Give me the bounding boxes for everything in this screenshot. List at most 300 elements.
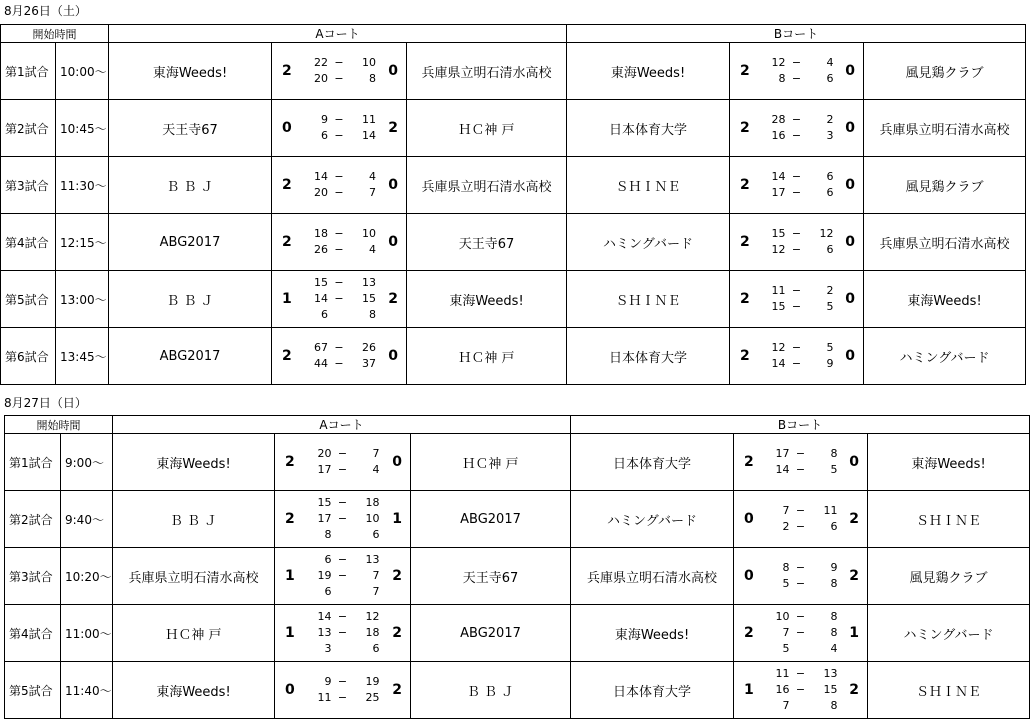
set-points-home: 6 bbox=[321, 308, 328, 321]
match-score-away: 0 bbox=[845, 291, 855, 307]
start-time: 10:00～ bbox=[56, 43, 109, 100]
match-score-away: 0 bbox=[845, 120, 855, 136]
set-points-away: 9 bbox=[826, 357, 834, 370]
set-dash: − bbox=[791, 170, 802, 183]
set-dash: − bbox=[334, 170, 344, 183]
set-points-away: 4 bbox=[372, 463, 380, 476]
set-points-home: 14 bbox=[771, 357, 786, 370]
match-score-home: 2 bbox=[744, 454, 754, 470]
day-date-title: 8月26日（土） bbox=[4, 4, 87, 18]
team-away: 兵庫県立明石清水高校 bbox=[864, 214, 1026, 271]
set-points-home: 28 bbox=[771, 113, 786, 126]
set-points-home: 18 bbox=[314, 227, 328, 240]
set-points-home: 11 bbox=[317, 691, 332, 704]
set-dash: − bbox=[334, 341, 344, 354]
set-points-away: 6 bbox=[826, 186, 834, 199]
set-points-away: 6 bbox=[830, 520, 838, 533]
match-score-home: 2 bbox=[740, 348, 750, 364]
start-time: 13:00～ bbox=[56, 271, 109, 328]
match-score-away: 2 bbox=[849, 682, 859, 698]
set-score-line bbox=[302, 169, 376, 185]
start-time: 12:15～ bbox=[56, 214, 109, 271]
set-dash: − bbox=[791, 56, 802, 69]
match-score-home: 2 bbox=[740, 177, 750, 193]
match-score-away: 0 bbox=[388, 177, 398, 193]
set-score-line bbox=[306, 495, 380, 511]
team-home: ＨＣ神 戸 bbox=[113, 605, 275, 662]
set-points-home: 44 bbox=[314, 357, 328, 370]
set-dash: − bbox=[791, 186, 802, 199]
set-points-away: 10 bbox=[365, 512, 380, 525]
set-points-home: 9 bbox=[321, 113, 328, 126]
match-score-home: 1 bbox=[282, 291, 292, 307]
set-scores bbox=[275, 662, 411, 719]
set-points-home: 2 bbox=[782, 520, 790, 533]
set-points-home: 17 bbox=[317, 512, 332, 525]
team-home: 兵庫県立明石清水高校 bbox=[113, 548, 275, 605]
set-points-home: 11 bbox=[771, 284, 786, 297]
match-score-away: 2 bbox=[388, 291, 398, 307]
set-score-line bbox=[764, 625, 838, 641]
set-dash: − bbox=[334, 357, 344, 370]
set-dash: − bbox=[337, 675, 348, 688]
set-score-line bbox=[306, 527, 380, 543]
match-score-home: 0 bbox=[282, 120, 292, 136]
set-dash: − bbox=[337, 447, 348, 460]
set-scores bbox=[272, 100, 407, 157]
set-score-line bbox=[764, 503, 838, 519]
team-away: 風見鶏クラブ bbox=[864, 157, 1026, 214]
set-score-line bbox=[306, 446, 380, 462]
set-score-line bbox=[760, 55, 834, 71]
set-score-line bbox=[764, 576, 838, 592]
set-score-line bbox=[306, 584, 380, 600]
set-points-home: 12 bbox=[771, 341, 786, 354]
set-dash: − bbox=[795, 683, 806, 696]
game-number: 第5試合 bbox=[1, 271, 56, 328]
match-score-home: 2 bbox=[285, 454, 295, 470]
match-score-away: 2 bbox=[392, 682, 402, 698]
set-points-away: 4 bbox=[369, 170, 376, 183]
match-score-away: 0 bbox=[845, 348, 855, 364]
set-scores bbox=[734, 662, 868, 719]
match-table bbox=[0, 24, 1026, 385]
header-court-b: Bコート bbox=[567, 25, 1026, 43]
set-score-line bbox=[302, 275, 376, 291]
match-score-home: 2 bbox=[740, 234, 750, 250]
set-points-home: 14 bbox=[314, 292, 328, 305]
team-away: 天王寺67 bbox=[407, 214, 567, 271]
set-points-away: 7 bbox=[372, 447, 380, 460]
set-points-away: 15 bbox=[823, 683, 838, 696]
team-away: 兵庫県立明石清水高校 bbox=[864, 100, 1026, 157]
set-points-home: 20 bbox=[317, 447, 332, 460]
team-away: 東海Weeds! bbox=[868, 434, 1030, 491]
set-points-away: 19 bbox=[365, 675, 380, 688]
set-scores bbox=[730, 214, 864, 271]
set-dash: − bbox=[337, 626, 348, 639]
set-score-line bbox=[760, 112, 834, 128]
set-points-away: 4 bbox=[830, 642, 838, 655]
set-dash: − bbox=[795, 504, 806, 517]
set-points-away: 6 bbox=[372, 528, 380, 541]
set-score-line bbox=[306, 552, 380, 568]
set-points-home: 13 bbox=[317, 626, 332, 639]
set-dash: − bbox=[791, 284, 802, 297]
set-dash: − bbox=[795, 577, 806, 590]
team-away: ハミングバード bbox=[868, 605, 1030, 662]
start-time: 9:00～ bbox=[61, 434, 113, 491]
set-points-home: 14 bbox=[317, 610, 332, 623]
set-points-home: 6 bbox=[324, 553, 332, 566]
set-points-away: 6 bbox=[372, 642, 380, 655]
match-score-away: 2 bbox=[849, 568, 859, 584]
set-dash: − bbox=[334, 243, 344, 256]
match-score-away: 0 bbox=[388, 63, 398, 79]
set-dash: − bbox=[337, 569, 348, 582]
set-points-away: 12 bbox=[365, 610, 380, 623]
set-score-line bbox=[302, 307, 376, 323]
match-score-home: 0 bbox=[285, 682, 295, 698]
set-points-away: 9 bbox=[830, 561, 838, 574]
match-score-away: 0 bbox=[388, 234, 398, 250]
set-points-home: 7 bbox=[782, 504, 790, 517]
match-score-away: 0 bbox=[845, 63, 855, 79]
set-score-line bbox=[760, 242, 834, 258]
set-dash: − bbox=[334, 72, 344, 85]
match-score-away: 1 bbox=[392, 511, 402, 527]
game-number: 第3試合 bbox=[5, 548, 61, 605]
set-dash: − bbox=[795, 561, 806, 574]
match-score-away: 2 bbox=[392, 625, 402, 641]
set-score-line bbox=[306, 625, 380, 641]
set-score-line bbox=[764, 462, 838, 478]
game-number: 第2試合 bbox=[5, 491, 61, 548]
team-away: 風見鶏クラブ bbox=[868, 548, 1030, 605]
set-points-home: 5 bbox=[782, 577, 790, 590]
match-score-away: 0 bbox=[845, 177, 855, 193]
set-score-line bbox=[306, 511, 380, 527]
set-scores bbox=[272, 43, 407, 100]
set-scores bbox=[734, 548, 868, 605]
game-number: 第3試合 bbox=[1, 157, 56, 214]
set-points-away: 15 bbox=[362, 292, 376, 305]
team-away: 風見鶏クラブ bbox=[864, 43, 1026, 100]
set-points-home: 67 bbox=[314, 341, 328, 354]
set-dash: − bbox=[337, 496, 348, 509]
set-dash: − bbox=[795, 626, 806, 639]
header-court-b: Bコート bbox=[571, 416, 1030, 434]
set-points-away: 7 bbox=[369, 186, 376, 199]
set-scores bbox=[730, 157, 864, 214]
team-away: 東海Weeds! bbox=[407, 271, 567, 328]
set-dash: − bbox=[337, 553, 348, 566]
set-score-line bbox=[306, 674, 380, 690]
set-points-home: 12 bbox=[771, 243, 786, 256]
team-home: Ｂ Ｂ Ｊ bbox=[109, 271, 272, 328]
set-score-line bbox=[306, 609, 380, 625]
team-home: Ｂ Ｂ Ｊ bbox=[113, 491, 275, 548]
set-points-away: 18 bbox=[365, 626, 380, 639]
set-scores bbox=[272, 328, 407, 385]
set-points-away: 18 bbox=[365, 496, 380, 509]
set-score-line bbox=[302, 55, 376, 71]
set-score-line bbox=[306, 462, 380, 478]
team-home: ＳＨＩＮＥ bbox=[567, 157, 730, 214]
team-home: 兵庫県立明石清水高校 bbox=[571, 548, 734, 605]
set-dash: − bbox=[334, 56, 344, 69]
set-score-line bbox=[302, 128, 376, 144]
day-date-title: 8月27日（日） bbox=[4, 396, 87, 410]
set-scores bbox=[275, 605, 411, 662]
set-score-line bbox=[306, 690, 380, 706]
set-points-home: 6 bbox=[321, 129, 328, 142]
set-points-home: 14 bbox=[314, 170, 328, 183]
set-points-home: 8 bbox=[324, 528, 332, 541]
match-score-away: 2 bbox=[392, 568, 402, 584]
game-number: 第5試合 bbox=[5, 662, 61, 719]
set-score-line bbox=[764, 682, 838, 698]
set-scores bbox=[275, 434, 411, 491]
set-points-away: 8 bbox=[830, 626, 838, 639]
header-court-a: Aコート bbox=[113, 416, 571, 434]
start-time: 10:45～ bbox=[56, 100, 109, 157]
set-points-home: 15 bbox=[314, 276, 328, 289]
set-points-home: 20 bbox=[314, 72, 328, 85]
set-score-line bbox=[760, 185, 834, 201]
set-dash: − bbox=[334, 292, 344, 305]
set-points-away: 8 bbox=[830, 447, 838, 460]
set-score-line bbox=[302, 356, 376, 372]
set-dash: − bbox=[337, 610, 348, 623]
start-time: 13:45～ bbox=[56, 328, 109, 385]
match-score-home: 2 bbox=[282, 177, 292, 193]
set-score-line bbox=[764, 560, 838, 576]
team-away: ＳＨＩＮＥ bbox=[868, 662, 1030, 719]
set-points-away: 12 bbox=[819, 227, 834, 240]
set-points-away: 8 bbox=[830, 610, 838, 623]
set-points-away: 10 bbox=[362, 56, 376, 69]
set-scores bbox=[730, 43, 864, 100]
set-dash: − bbox=[791, 300, 802, 313]
match-score-home: 1 bbox=[285, 625, 295, 641]
set-score-line bbox=[764, 698, 838, 714]
set-points-away: 7 bbox=[372, 569, 380, 582]
start-time: 11:30～ bbox=[56, 157, 109, 214]
team-away: ABG2017 bbox=[411, 491, 571, 548]
set-points-home: 16 bbox=[771, 129, 786, 142]
set-dash: − bbox=[795, 520, 806, 533]
set-score-line bbox=[764, 641, 838, 657]
set-points-away: 26 bbox=[362, 341, 376, 354]
set-points-home: 9 bbox=[324, 675, 332, 688]
set-dash: − bbox=[791, 72, 802, 85]
team-home: 東海Weeds! bbox=[567, 43, 730, 100]
match-score-away: 0 bbox=[392, 454, 402, 470]
set-score-line bbox=[302, 112, 376, 128]
team-home: 日本体育大学 bbox=[571, 434, 734, 491]
header-court-a: Aコート bbox=[109, 25, 567, 43]
set-score-line bbox=[302, 340, 376, 356]
match-score-home: 1 bbox=[285, 568, 295, 584]
match-table bbox=[4, 415, 1030, 719]
set-points-home: 26 bbox=[314, 243, 328, 256]
set-points-away: 11 bbox=[823, 504, 838, 517]
set-points-away: 6 bbox=[826, 170, 834, 183]
set-points-away: 8 bbox=[369, 308, 376, 321]
team-home: ABG2017 bbox=[109, 328, 272, 385]
game-number: 第6試合 bbox=[1, 328, 56, 385]
team-home: ハミングバード bbox=[571, 491, 734, 548]
set-score-line bbox=[760, 356, 834, 372]
match-score-away: 2 bbox=[388, 120, 398, 136]
set-points-away: 37 bbox=[362, 357, 376, 370]
set-score-line bbox=[764, 609, 838, 625]
start-time: 11:00～ bbox=[61, 605, 113, 662]
set-dash: − bbox=[334, 276, 344, 289]
set-score-line bbox=[306, 568, 380, 584]
set-points-home: 19 bbox=[317, 569, 332, 582]
set-score-line bbox=[760, 226, 834, 242]
game-number: 第1試合 bbox=[1, 43, 56, 100]
match-score-away: 2 bbox=[849, 511, 859, 527]
match-score-home: 2 bbox=[285, 511, 295, 527]
set-points-home: 14 bbox=[771, 170, 786, 183]
team-away: Ｂ Ｂ Ｊ bbox=[411, 662, 571, 719]
set-score-line bbox=[764, 446, 838, 462]
set-points-home: 5 bbox=[782, 642, 790, 655]
set-dash: − bbox=[791, 227, 802, 240]
set-points-home: 10 bbox=[775, 610, 790, 623]
set-points-home: 3 bbox=[324, 642, 332, 655]
set-points-away: 6 bbox=[826, 243, 834, 256]
set-dash: − bbox=[795, 447, 806, 460]
set-points-away: 25 bbox=[365, 691, 380, 704]
set-points-away: 13 bbox=[823, 667, 838, 680]
set-dash: − bbox=[795, 463, 806, 476]
set-scores bbox=[734, 605, 868, 662]
set-score-line bbox=[764, 519, 838, 535]
set-points-home: 12 bbox=[771, 56, 786, 69]
set-dash: − bbox=[334, 113, 344, 126]
set-dash: − bbox=[791, 113, 802, 126]
set-points-home: 7 bbox=[782, 626, 790, 639]
match-score-home: 2 bbox=[744, 625, 754, 641]
set-score-line bbox=[760, 71, 834, 87]
team-away: ＨＣ神 戸 bbox=[407, 100, 567, 157]
set-points-home: 8 bbox=[778, 72, 786, 85]
set-points-away: 5 bbox=[826, 300, 834, 313]
set-dash: − bbox=[791, 357, 802, 370]
team-away: ABG2017 bbox=[411, 605, 571, 662]
game-number: 第1試合 bbox=[5, 434, 61, 491]
set-dash: − bbox=[795, 610, 806, 623]
set-score-line bbox=[760, 169, 834, 185]
match-score-home: 0 bbox=[744, 511, 754, 527]
set-points-away: 13 bbox=[365, 553, 380, 566]
team-away: ハミングバード bbox=[864, 328, 1026, 385]
set-points-home: 15 bbox=[771, 227, 786, 240]
match-score-away: 0 bbox=[388, 348, 398, 364]
team-home: 東海Weeds! bbox=[113, 434, 275, 491]
team-home: ＳＨＩＮＥ bbox=[567, 271, 730, 328]
set-points-home: 15 bbox=[771, 300, 786, 313]
set-score-line bbox=[302, 242, 376, 258]
set-points-away: 14 bbox=[362, 129, 376, 142]
header-start-time: 開始時間 bbox=[1, 25, 109, 43]
team-away: 兵庫県立明石清水高校 bbox=[407, 43, 567, 100]
match-score-home: 0 bbox=[744, 568, 754, 584]
team-away: ＨＣ神 戸 bbox=[407, 328, 567, 385]
set-scores bbox=[734, 434, 868, 491]
set-scores bbox=[730, 271, 864, 328]
set-score-line bbox=[302, 185, 376, 201]
team-away: 天王寺67 bbox=[411, 548, 571, 605]
set-dash: − bbox=[334, 186, 344, 199]
match-score-home: 1 bbox=[744, 682, 754, 698]
team-away: 兵庫県立明石清水高校 bbox=[407, 157, 567, 214]
set-scores bbox=[730, 100, 864, 157]
team-home: 東海Weeds! bbox=[109, 43, 272, 100]
set-dash: − bbox=[334, 227, 344, 240]
match-score-home: 2 bbox=[282, 63, 292, 79]
set-score-line bbox=[302, 226, 376, 242]
team-home: 日本体育大学 bbox=[567, 100, 730, 157]
set-dash: − bbox=[337, 463, 348, 476]
set-scores bbox=[730, 328, 864, 385]
set-scores bbox=[734, 491, 868, 548]
set-points-home: 22 bbox=[314, 56, 328, 69]
set-points-home: 6 bbox=[324, 585, 332, 598]
team-away: ＳＨＩＮＥ bbox=[868, 491, 1030, 548]
set-points-away: 11 bbox=[362, 113, 376, 126]
team-home: 東海Weeds! bbox=[571, 605, 734, 662]
set-points-home: 17 bbox=[775, 447, 790, 460]
set-dash: − bbox=[795, 667, 806, 680]
set-points-home: 7 bbox=[782, 699, 790, 712]
set-dash: − bbox=[334, 129, 344, 142]
set-dash: − bbox=[337, 691, 348, 704]
set-points-away: 4 bbox=[826, 56, 834, 69]
set-points-away: 10 bbox=[362, 227, 376, 240]
match-score-home: 2 bbox=[282, 234, 292, 250]
start-time: 11:40～ bbox=[61, 662, 113, 719]
team-home: Ｂ Ｂ Ｊ bbox=[109, 157, 272, 214]
team-home: ABG2017 bbox=[109, 214, 272, 271]
set-points-home: 8 bbox=[782, 561, 790, 574]
set-dash: − bbox=[337, 512, 348, 525]
start-time: 9:40～ bbox=[61, 491, 113, 548]
set-score-line bbox=[760, 128, 834, 144]
game-number: 第4試合 bbox=[1, 214, 56, 271]
set-points-away: 6 bbox=[826, 72, 834, 85]
team-away: 東海Weeds! bbox=[864, 271, 1026, 328]
set-points-away: 7 bbox=[372, 585, 380, 598]
set-points-home: 20 bbox=[314, 186, 328, 199]
set-points-away: 8 bbox=[369, 72, 376, 85]
set-scores bbox=[272, 157, 407, 214]
team-home: 日本体育大学 bbox=[567, 328, 730, 385]
set-points-away: 5 bbox=[826, 341, 834, 354]
team-home: 東海Weeds! bbox=[113, 662, 275, 719]
header-start-time: 開始時間 bbox=[5, 416, 113, 434]
start-time: 10:20～ bbox=[61, 548, 113, 605]
set-dash: − bbox=[791, 341, 802, 354]
set-points-away: 13 bbox=[362, 276, 376, 289]
set-points-home: 15 bbox=[317, 496, 332, 509]
team-away: ＨＣ神 戸 bbox=[411, 434, 571, 491]
set-points-away: 8 bbox=[830, 577, 838, 590]
